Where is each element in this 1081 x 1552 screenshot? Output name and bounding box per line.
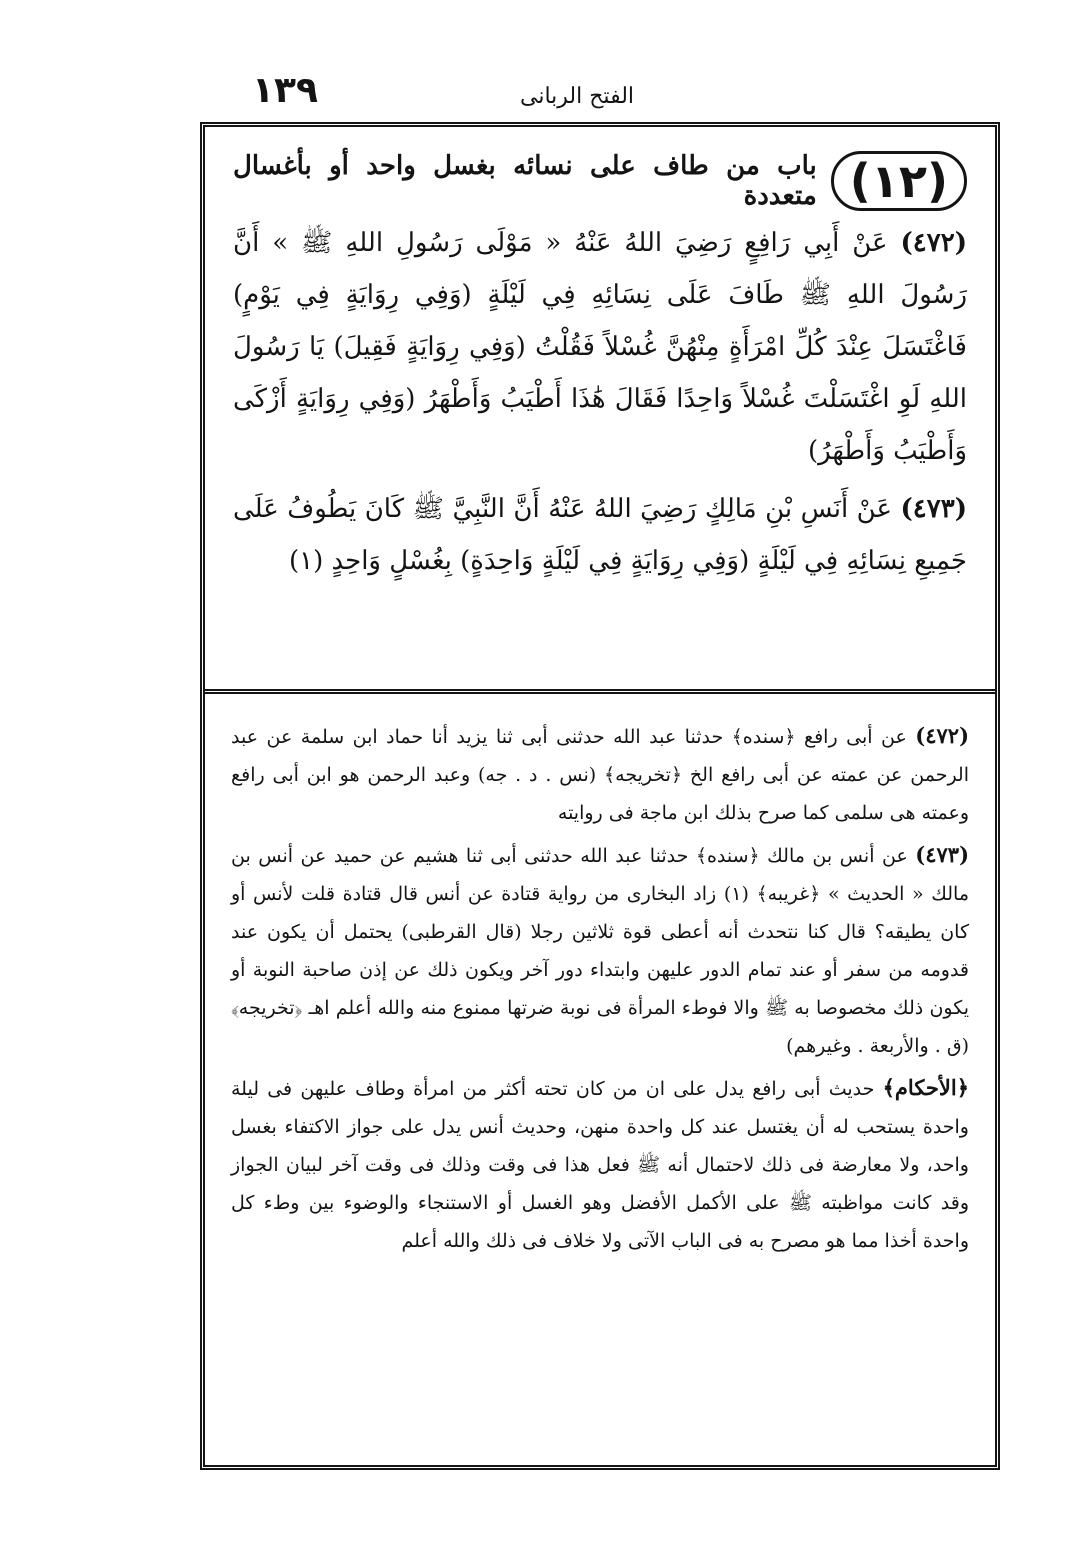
hadith-number: (٤٧٣) (900, 494, 968, 524)
chapter-heading (233, 151, 967, 211)
section-divider (205, 689, 995, 699)
page-header (200, 60, 1000, 120)
hadith-472 (233, 217, 967, 477)
hadith-473 (233, 483, 967, 587)
note-text: حديث أبى رافع يدل على ان من كان تحته أكثر من امرأة وطاف عليهن فى ليلة واحدة يستحب له أن يغتسل عند كل واحدة منهن، وحديث أنس يدل على جواز الاكتفاء بغسل واحد، ولا معارضة فى ذلك لاحتمال أنه ﷺ فعل هذا فى وقت وذلك فى وقت آخر لبيان الجواز وقد كانت مواظبته ﷺ على الأكمل الأفضل وهو الغسل أو الاستنجاء والوضوء بين وطء كل واحدة أخذا مما هو مصرح به فى الباب الآتى ولا خلاف فى ذلك والله أعلم (231, 1078, 969, 1252)
note-number: (٤٧٢) (915, 723, 969, 748)
page-frame (200, 122, 1000, 1470)
chapter-title: باب من طاف على نسائه بغسل واحد أو بأغسال متعددة (233, 151, 817, 211)
hadith-text: عَنْ أَنَسِ بْنِ مَالِكٍ رَضِيَ اللهُ عَنْهُ أَنَّ النَّبِيَّ ﷺ كَانَ يَطُوفُ عَلَى جَمِيعِ نِسَائِهِ فِي لَيْلَةٍ (وَفِي رِوَايَةٍ فِي لَيْلَةٍ وَاحِدَةٍ) بِغُسْلٍ وَاحِدٍ (١) (233, 494, 967, 576)
note-text: عن أنس بن مالك ﴿سنده﴾ حدثنا عبد الله حدثنى أبى ثنا هشيم عن حميد عن أنس بن مالك « الحديث » ﴿غريبه﴾ (١) زاد البخارى من رواية قتادة عن أنس قال قتادة قلت لأنس أو كان يطيقه؟ قال كنا نتحدث أنه أعطى قوة ثلاثين رجلا (قال القرطبى) يحتمل أن يكون عند قدومه من سفر أو عند تمام الدور عليهن وابتداء دور آخر ويكون ذلك عن إذن صاحبة النوبة أو يكون ذلك مخصوصا به ﷺ والا فوطء المرأة فى نوبة ضرتها ممنوع منه والله أعلم اهـ ﴿تخريجه﴾ (ق . والأربعة . وغيرهم) (231, 845, 969, 1057)
note-ahkam (231, 1069, 969, 1260)
hadith-number: (٤٧٢) (900, 228, 967, 258)
hadith-text: عَنْ أَبِي رَافِعٍ رَضِيَ اللهُ عَنْهُ « مَوْلَى رَسُولِ اللهِ ﷺ » أَنَّ رَسُولَ اللهِ ﷺ طَافَ عَلَى نِسَائِهِ فِي لَيْلَةٍ (وَفِي رِوَايَةٍ فِي يَوْمٍ) فَاغْتَسَلَ عِنْدَ كُلِّ امْرَأَةٍ مِنْهُنَّ غُسْلاً فَقُلْتُ (وَفِي رِوَايَةٍ فَقِيلَ) يَا رَسُولَ اللهِ لَوِ اغْتَسَلْتَ غُسْلاً وَاحِدًا فَقَالَ هَٰذَا أَطْيَبُ وَأَطْهَرُ (وَفِي رِوَايَةٍ أَزْكَى وَأَطْيَبُ وَأَطْهَرُ) (233, 228, 967, 466)
note-text: عن أبى رافع ﴿سنده﴾ حدثنا عبد الله حدثنى أبى ثنا يزيد أنا حماد ابن سلمة عن عبد الرحمن عن عمته عن أبى رافع الخ ﴿تخريجه﴾ (نس . د . جه) وعبد الرحمن هو ابن أبى رافع وعمته هى سلمى كما صرح بذلك ابن ماجة فى روايته (231, 726, 969, 824)
chapter-number: (١٢) (831, 151, 967, 211)
note-473 (231, 836, 969, 1065)
note-label: ﴿الأحكام﴾ (882, 1075, 970, 1100)
note-number: (٤٧٣) (915, 842, 969, 867)
running-title: الفتح الربانى (520, 84, 635, 109)
note-472 (231, 717, 969, 832)
main-text (233, 151, 967, 593)
page-number: ١٣٩ (252, 70, 318, 111)
commentary (231, 717, 969, 1264)
